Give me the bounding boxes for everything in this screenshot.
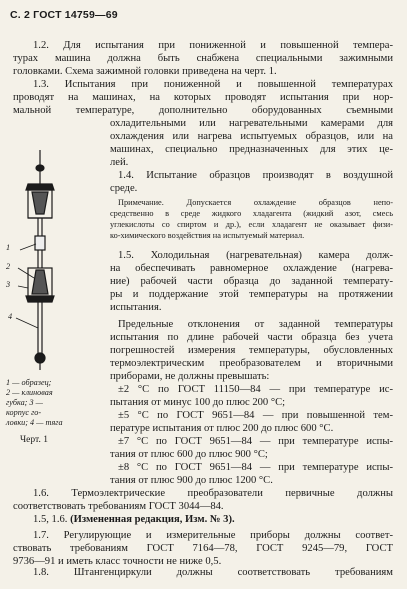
text-line: термоэлектрическим преобразователем и вторичными <box>110 358 393 369</box>
figure-title: Черт. 1 <box>20 435 48 445</box>
text-line: турах машина должна быть снабжена специальными зажимными <box>13 53 393 64</box>
amendment-note: (Измененная редакция, Изм. № 3). <box>70 514 235 525</box>
text-line: испытания. <box>110 302 162 313</box>
text-line: ние) рабочей части образца до заданной температу- <box>110 276 393 287</box>
note-line: ко-химического воздействия на испытуемый материал. <box>110 231 305 240</box>
figure-label-2: 2 <box>6 262 11 271</box>
figure-label-4: 4 <box>8 312 13 321</box>
note-line: Примечание. Допускается охлаждение образцов непо- <box>118 198 393 207</box>
figure-caption: губка; 3 — <box>6 398 43 407</box>
text-line: 1.3. Испытания при пониженной и повышенной температурах <box>33 79 393 90</box>
note-line: средственно в среде жидкого хладагента (жидкий азот, смесь <box>110 209 393 218</box>
clause-ref: 1.5, 1.6. <box>33 514 68 525</box>
text-line: тания от плюс 600 до плюс 900 °С; <box>110 449 268 460</box>
text-line: приборами, не должны превышать: <box>110 371 270 382</box>
text-line: ±7 °С по ГОСТ 9651—84 — при температуре испы- <box>118 436 393 447</box>
text-line: тания от плюс 900 до плюс 1200 °С. <box>110 475 273 486</box>
text-line: 1.5. Холодильная (нагревательная) камера долж- <box>118 250 393 261</box>
text-line: охлаждения или нагрева испытуемых образцов, или на <box>110 131 393 142</box>
figure-label-3: 3 <box>6 280 11 289</box>
text-line: соответствовать требованиям ГОСТ 3044—84. <box>13 501 224 512</box>
text-line: машинах, специально предназначенных для этих це- <box>110 144 393 155</box>
text-line: 1.7. Регулирующие и измерительные приборы должны соответ- <box>33 530 393 541</box>
text-line: ±5 °С по ГОСТ 9651—84 — при повышенной тем- <box>118 410 393 421</box>
text-line: Предельные отклонения от заданной температуры <box>118 319 393 330</box>
text-line: лей. <box>110 157 129 168</box>
text-line: пературе испытания от плюс 200 до плюс 600 °С. <box>110 423 334 434</box>
text-line: ±2 °С по ГОСТ 11150—84 — при температуре ис- <box>118 384 393 395</box>
text-line: мальной температуре, дополнительно оборудованных съемными <box>13 105 393 116</box>
text-line: погрешностей измерения температуры, обусловленных <box>110 345 393 356</box>
text-line: ±8 °С по ГОСТ 9651—84 — при температуре испы- <box>118 462 393 473</box>
text-line <box>33 513 235 526</box>
note-line: углекислоты со спиртом и др.), если хладагент не оказывает физи- <box>110 220 393 229</box>
page-header: С. 2 ГОСТ 14759—69 <box>10 9 118 21</box>
figure-caption: корпус го- <box>6 408 42 417</box>
figure-caption: 2 — клиновая <box>6 388 53 397</box>
text-line: 1.8. Штангенциркули должны соответствовать требованиям <box>33 567 393 578</box>
text-line: ствовать требованиям ГОСТ 7164—78, ГОСТ 9245—79, ГОСТ <box>13 543 393 554</box>
text-line: 9736—91 и иметь класс точности не ниже 0,5. <box>13 556 222 567</box>
text-line: испытания по длине рабочей части образца без учета <box>110 332 393 343</box>
text-line: пытания от минус 100 до плюс 200 °С; <box>110 397 286 408</box>
text-line: проводят на машинах, на которых проводят испытания при нор- <box>13 92 393 103</box>
text-line: 1.2. Для испытания при пониженной и повышенной темпера- <box>33 40 393 51</box>
figure-caption: ловки; 4 — тяга <box>6 418 63 427</box>
text-line: на обеспечивать равномерное охлаждение (нагрева- <box>110 263 393 274</box>
text-line: 1.6. Термоэлектрические преобразователи первичные должны <box>33 488 393 499</box>
text-line: ры и поддержание этой температуры на протяжении <box>110 289 393 300</box>
text-line: охладительными или нагревательными камерами для <box>110 118 393 129</box>
figure-label-1: 1 <box>6 243 11 252</box>
clamp-head-drawing <box>2 148 68 386</box>
text-line: головками. Схема зажимной головки приведена на черт. 1. <box>13 66 277 77</box>
figure-caption: 1 — образец; <box>6 378 52 387</box>
text-line: среде. <box>110 183 138 194</box>
text-line: 1.4. Испытание образцов производят в воздушной <box>118 170 393 181</box>
